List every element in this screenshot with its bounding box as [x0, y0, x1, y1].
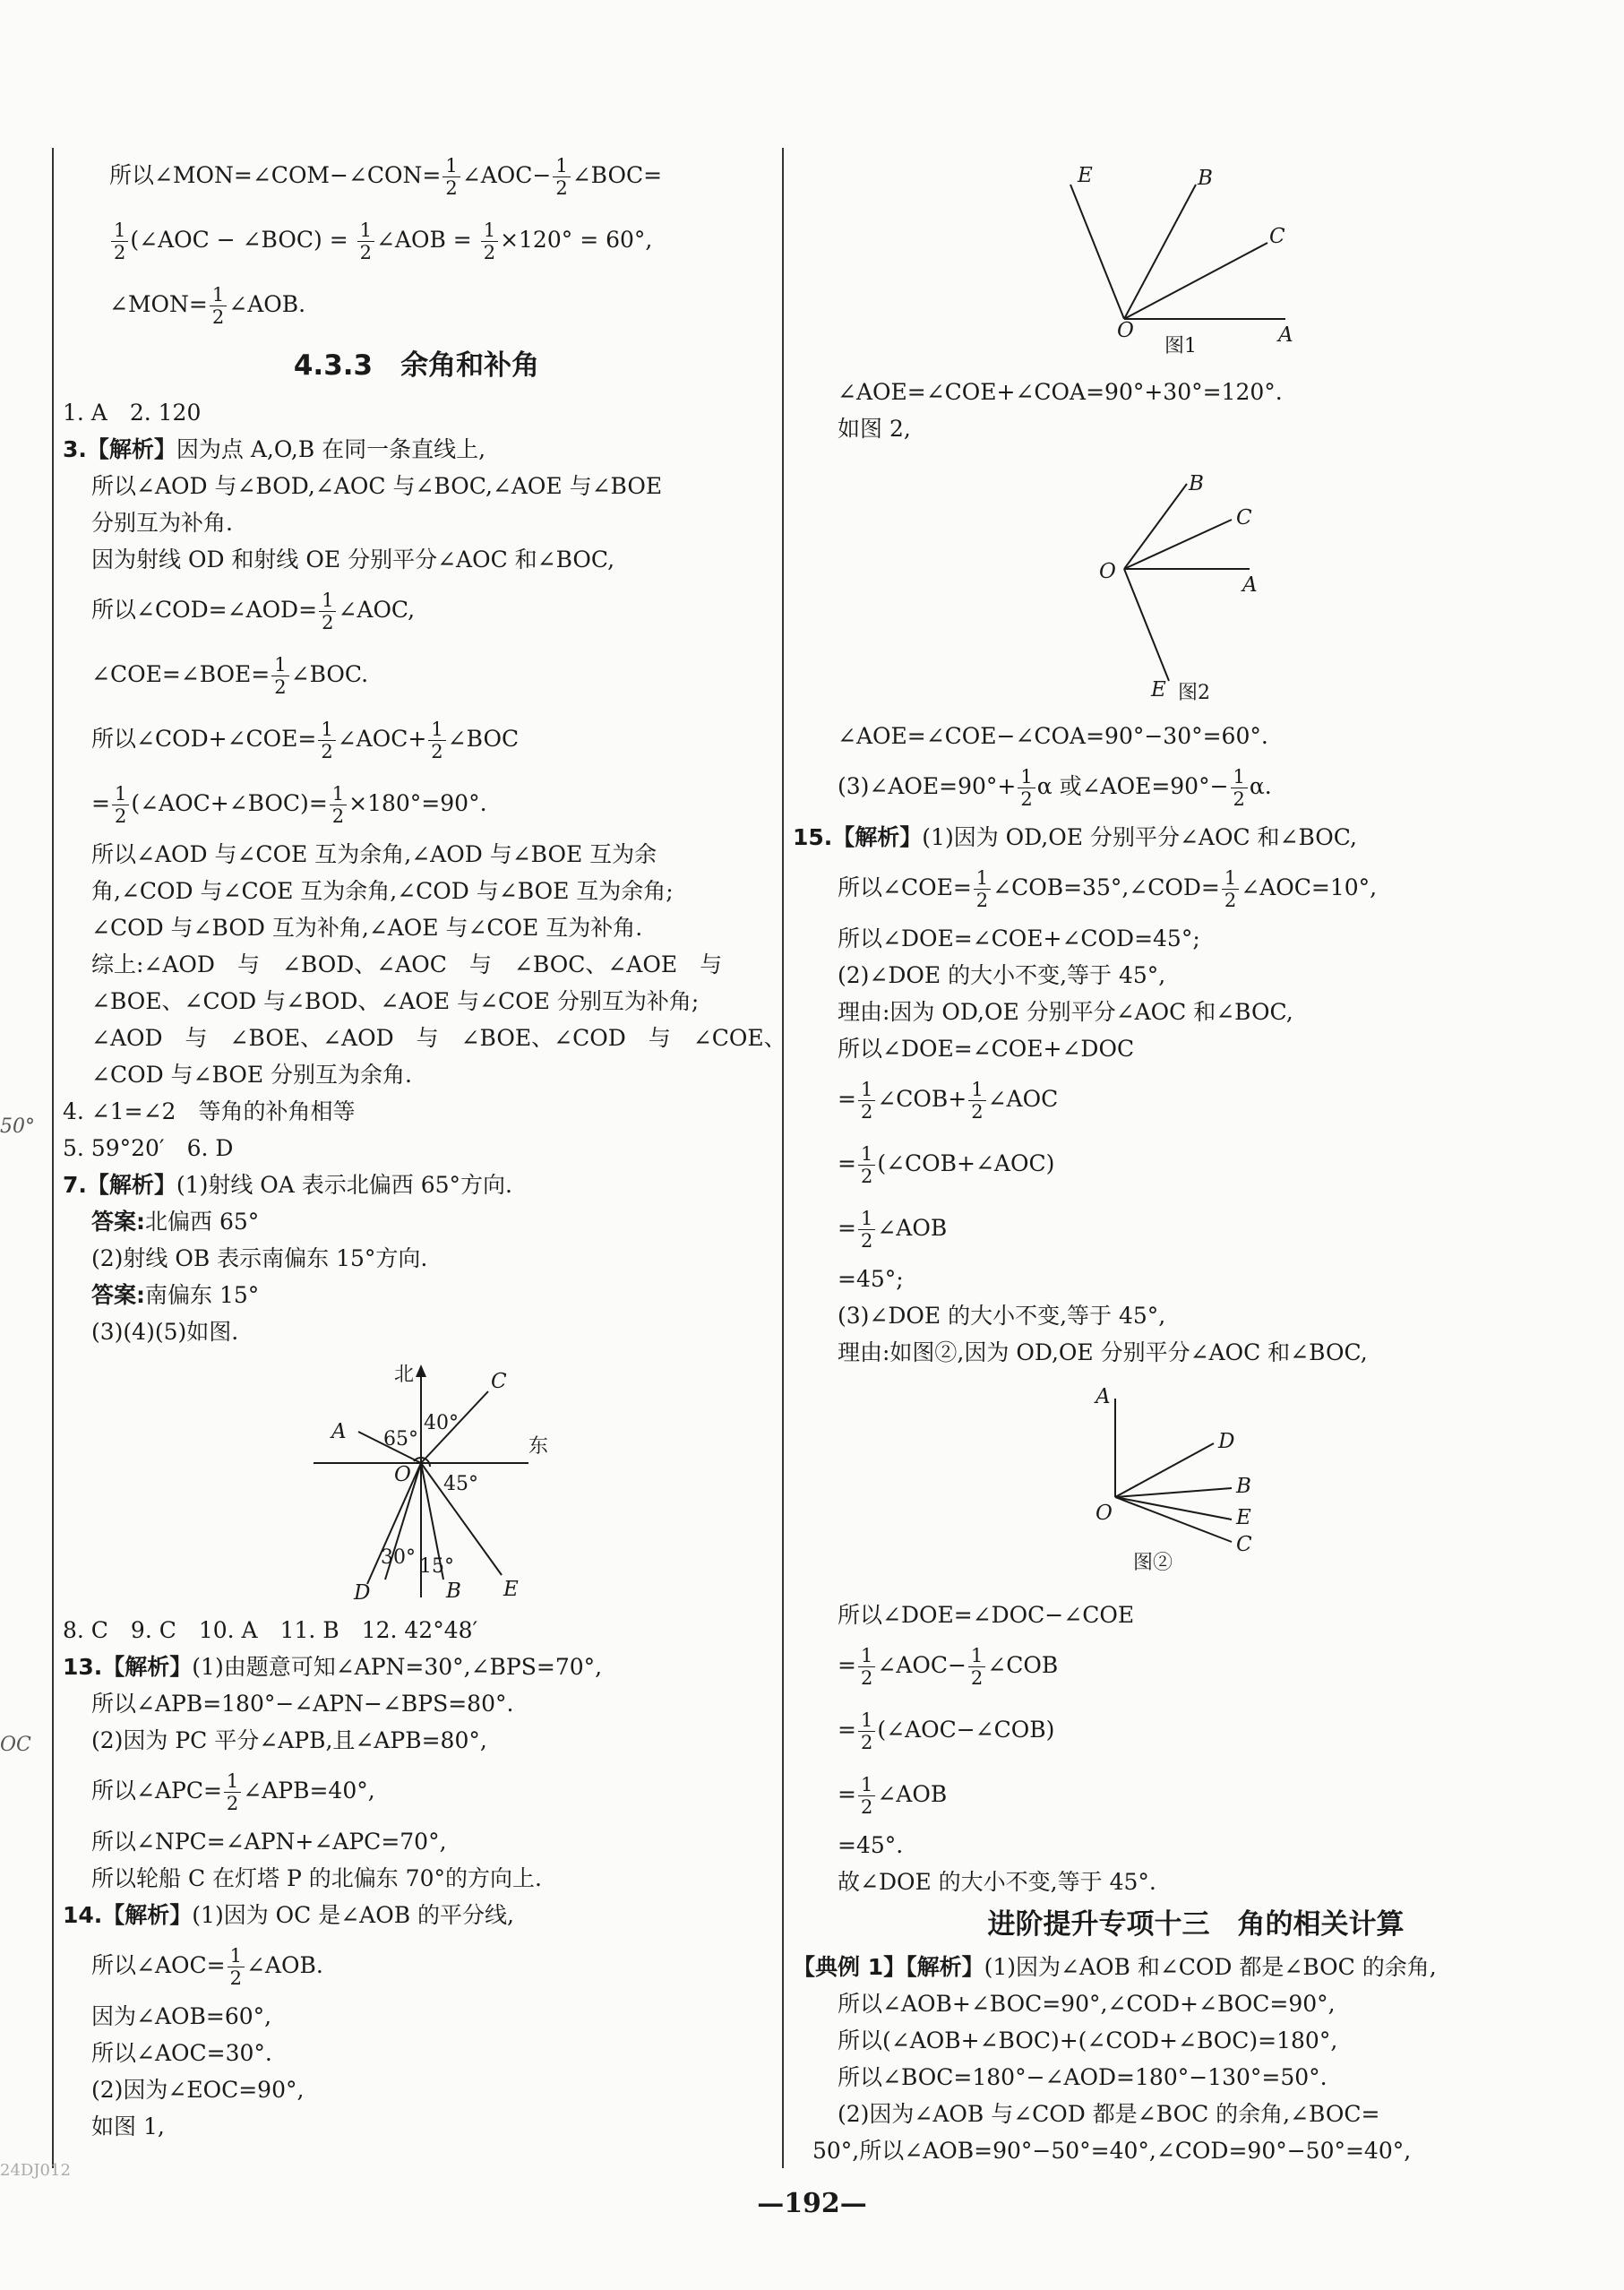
fraction: $\frac{1}{2}$ [858, 1709, 875, 1753]
fraction: $\frac{1}{2}$ [112, 783, 129, 827]
text-line: ∠COE=∠BOE= $\frac{1}{2}$ ∠BOC. [91, 654, 369, 698]
text-line: (2)因为∠AOB 与∠COD 都是∠BOC 的余角,∠BOC= [838, 2101, 1380, 2127]
fraction: $\frac{1}{2}$ [443, 155, 460, 199]
text-line: = $\frac{1}{2}$ (∠AOC+∠BOC)= $\frac{1}{2}$ ×180°=90°. [91, 783, 487, 827]
text-line: 理由:因为 OD,OE 分别平分∠AOC 和∠BOC, [838, 999, 1293, 1025]
text-line: (3)(4)(5)如图. [91, 1319, 239, 1345]
label-o: O [1099, 560, 1116, 583]
answer-line: 5. 59°20′ 6. D [63, 1135, 234, 1161]
text-line: = $\frac{1}{2}$ ∠COB+ $\frac{1}{2}$ ∠AOC [838, 1079, 1059, 1123]
text-line: = $\frac{1}{2}$ ∠AOB [838, 1774, 948, 1818]
label-40: 40° [424, 1412, 459, 1434]
text-line: 如图 2, [838, 416, 911, 442]
text-line: =45°. [838, 1832, 904, 1858]
fraction: $\frac{1}{2}$ [553, 155, 570, 199]
text-line: 所以∠AOB+∠BOC=90°,∠COD+∠BOC=90°, [838, 1991, 1336, 2017]
answer-line: 4. ∠1=∠2 等角的补角相等 [63, 1098, 356, 1124]
text-line: 所以∠COD=∠AOD= $\frac{1}{2}$ ∠AOC, [91, 590, 416, 633]
label-d: D [1218, 1430, 1235, 1453]
text-line: 所以∠AOC= $\frac{1}{2}$ ∠AOB. [91, 1945, 323, 1989]
fraction: $\frac{1}{2}$ [319, 590, 336, 633]
label-45: 45° [443, 1473, 478, 1495]
fraction: $\frac{1}{2}$ [224, 1770, 241, 1814]
text-line: 如图 1, [91, 2114, 165, 2139]
label-30: 30° [381, 1546, 416, 1569]
label-b: B [446, 1580, 461, 1603]
text-line: 故∠DOE 的大小不变,等于 45°. [838, 1869, 1156, 1895]
label-b: B [1236, 1475, 1251, 1498]
text-line: 所以∠AOD 与∠COE 互为余角,∠AOD 与∠BOE 互为余 [91, 841, 657, 867]
fraction: $\frac{1}{2}$ [228, 1945, 245, 1989]
label-c: C [491, 1370, 507, 1393]
text-line: 50°,所以∠AOB=90°−50°=40°,∠COD=90°−50°=40°, [812, 2138, 1412, 2164]
label-65: 65° [383, 1428, 418, 1451]
fraction: $\frac{1}{2}$ [210, 284, 227, 328]
text-line: (2)因为 PC 平分∠APB,且∠APB=80°, [91, 1727, 487, 1753]
label-b: B [1198, 167, 1213, 190]
fraction: $\frac{1}{2}$ [111, 220, 128, 263]
text-line: (2)射线 OB 表示南偏东 15°方向. [91, 1245, 428, 1271]
label-east: 东 [528, 1435, 549, 1458]
question-13: 13.【解析】(1)由题意可知∠APN=30°,∠BPS=70°, [63, 1654, 603, 1680]
text-line: 所以∠BOC=180°−∠AOD=180°−130°=50°. [838, 2064, 1328, 2090]
label-o: O [1117, 319, 1134, 342]
answer-line: 8. C 9. C 10. A 11. B 12. 42°48′ [63, 1617, 478, 1643]
figure-3 [838, 1376, 1554, 1591]
label-o: O [1096, 1502, 1113, 1525]
text-line: (2)因为∠EOC=90°, [91, 2077, 305, 2103]
label-e: E [1078, 164, 1093, 187]
text-line: 所以∠APB=180°−∠APN−∠BPS=80°. [91, 1691, 514, 1717]
center-column-rule [782, 148, 784, 2168]
text-line: 所以∠AOC=30°. [91, 2040, 272, 2066]
compass-figure [63, 1356, 770, 1606]
text-line: 所以∠NPC=∠APN+∠APC=70°, [91, 1829, 447, 1855]
label-15: 15° [419, 1555, 454, 1578]
margin-mark: 24DJ012 [0, 2161, 71, 2180]
figure-caption: 图1 [1164, 335, 1197, 357]
text-line: 所以∠MON=∠COM−∠CON= $\frac{1}{2}$ ∠AOC− $\frac{1}{2}$ ∠BOC= [109, 155, 663, 199]
fraction: $\frac{1}{2}$ [858, 1079, 875, 1123]
label-c: C [1269, 225, 1285, 248]
label-e: E [503, 1578, 519, 1601]
text-line: ∠COD 与∠BOD 互为补角,∠AOE 与∠COE 互为补角. [91, 915, 643, 941]
text-line: ∠COD 与∠BOE 分别互为余角. [91, 1062, 412, 1088]
answer-line: 1. A 2. 120 [63, 400, 202, 426]
text-line: 所以∠DOE=∠COE+∠COD=45°; [838, 925, 1200, 951]
label-c: C [1236, 506, 1252, 529]
fraction: $\frac{1}{2}$ [1222, 867, 1239, 911]
question-3: 3.【解析】因为点 A,O,B 在同一条直线上, [63, 436, 486, 462]
text-line: $\frac{1}{2}$ (∠AOC − ∠BOC) = $\frac{1}{2}$ ∠AOB = $\frac{1}{2}$ ×120° = 60°, [63, 208, 770, 272]
text-line: = $\frac{1}{2}$ ∠AOC− $\frac{1}{2}$ ∠COB [838, 1645, 1059, 1689]
section-title: 进阶提升专项十三 角的相关计算 [987, 1908, 1405, 1941]
text-line: 所以∠AOD 与∠BOD,∠AOC 与∠BOC,∠AOE 与∠BOE [91, 473, 663, 499]
question-14: 14.【解析】(1)因为 OC 是∠AOB 的平分线, [63, 1902, 514, 1928]
label-b: B [1189, 472, 1204, 495]
text-line: 分别互为补角. [91, 510, 233, 536]
text-line: 所以(∠AOB+∠BOC)+(∠COD+∠BOC)=180°, [838, 2027, 1338, 2053]
text-line: 角,∠COD 与∠COE 互为余角,∠COD 与∠BOE 互为余角; [91, 878, 674, 904]
label-o: O [394, 1463, 411, 1486]
text-line: 因为∠AOB=60°, [91, 2003, 272, 2029]
figure-caption: 图② [1133, 1552, 1173, 1574]
text-line: = $\frac{1}{2}$ (∠COB+∠AOC) [838, 1143, 1055, 1187]
text-line: ∠BOE、∠COD 与∠BOD、∠AOE 与∠COE 分别互为补角; [91, 988, 700, 1014]
fraction: $\frac{1}{2}$ [858, 1143, 875, 1187]
figure-2 [838, 452, 1554, 712]
text-line: 理由:如图②,因为 OD,OE 分别平分∠AOC 和∠BOC, [838, 1339, 1368, 1365]
label-e: E [1236, 1506, 1251, 1529]
answer-line: 答案:南偏东 15° [91, 1282, 260, 1308]
fraction: $\frac{1}{2}$ [357, 220, 374, 263]
text-line: 综上:∠AOD 与 ∠BOD、∠AOC 与 ∠BOC、∠AOE 与 [91, 951, 723, 977]
fraction: $\frac{1}{2}$ [858, 1208, 875, 1252]
text-line: 所以∠COE= $\frac{1}{2}$ ∠COB=35°,∠COD= $\frac{1}{2}$ ∠AOC=10°, [838, 867, 1378, 911]
text-line: ∠MON= $\frac{1}{2}$ ∠AOB. [109, 284, 306, 328]
text-line: (2)∠DOE 的大小不变,等于 45°, [838, 962, 1166, 988]
answer-line: 答案:北偏西 65° [91, 1209, 260, 1235]
figure-caption: 图2 [1178, 682, 1210, 704]
left-column-rule [52, 148, 54, 2168]
fraction: $\frac{1}{2}$ [1231, 766, 1248, 810]
fraction: $\frac{1}{2}$ [271, 654, 288, 698]
label-a: A [1096, 1385, 1111, 1408]
text-line: ∠AOD 与 ∠BOE、∠AOD 与 ∠BOE、∠COD 与 ∠COE、 [91, 1025, 786, 1051]
fraction: $\frac{1}{2}$ [858, 1645, 875, 1689]
text-line: 所以轮船 C 在灯塔 P 的北偏东 70°的方向上. [91, 1865, 542, 1891]
section-title: 4.3.3 余角和补角 [293, 349, 540, 382]
text-line: ∠AOE=∠COE+∠COA=90°+30°=120°. [838, 379, 1283, 405]
text-line: 所以∠COD+∠COE= $\frac{1}{2}$ ∠AOC+ $\frac{1}{2}$ ∠BOC [91, 719, 520, 762]
text-line: 所以∠DOE=∠COE+∠DOC [838, 1036, 1135, 1062]
example-1: 【典例 1】【解析】(1)因为∠AOB 和∠COD 都是∠BOC 的余角, [793, 1954, 1437, 1980]
right-column [793, 148, 1554, 2169]
fraction: $\frac{1}{2}$ [330, 783, 347, 827]
label-a: A [1242, 573, 1258, 597]
text-line: =45°; [838, 1266, 904, 1292]
fraction: $\frac{1}{2}$ [428, 719, 445, 762]
page-number: —192— [757, 2188, 867, 2219]
north-arrow [416, 1365, 426, 1377]
label-c: C [1236, 1533, 1252, 1556]
left-column [63, 143, 786, 2145]
text-line: = $\frac{1}{2}$ ∠AOB [838, 1208, 948, 1252]
text-line: ∠AOE=∠COE−∠COA=90°−30°=60°. [838, 723, 1268, 749]
label-d: D [354, 1581, 371, 1605]
label-a: A [331, 1420, 347, 1443]
fraction: $\frac{1}{2}$ [481, 220, 498, 263]
fraction: $\frac{1}{2}$ [318, 719, 335, 762]
fraction: $\frac{1}{2}$ [1018, 766, 1035, 810]
text-line: 所以∠DOE=∠DOC−∠COE [838, 1602, 1135, 1628]
margin-mark: OC [0, 1734, 31, 1756]
text-line: 因为射线 OD 和射线 OE 分别平分∠AOC 和∠BOC, [91, 547, 615, 572]
text-line: (3)∠DOE 的大小不变,等于 45°, [838, 1303, 1166, 1329]
label-e: E [1151, 678, 1166, 702]
margin-mark: 50° [0, 1115, 35, 1138]
question-15: 15.【解析】(1)因为 OD,OE 分别平分∠AOC 和∠BOC, [793, 824, 1357, 850]
label-a: A [1278, 323, 1293, 347]
text-line: (3)∠AOE=90°+ $\frac{1}{2}$ α 或∠AOE=90°− $\frac{1}{2}$ α. [838, 766, 1272, 810]
question-7: 7.【解析】(1)射线 OA 表示北偏西 65°方向. [63, 1172, 512, 1198]
text-line: = $\frac{1}{2}$ (∠AOC−∠COB) [838, 1709, 1055, 1753]
fraction: $\frac{1}{2}$ [974, 867, 991, 911]
label-north: 北 [394, 1364, 415, 1386]
fraction: $\frac{1}{2}$ [968, 1645, 985, 1689]
figure-1 [838, 153, 1554, 368]
fraction: $\frac{1}{2}$ [968, 1079, 985, 1123]
fraction: $\frac{1}{2}$ [858, 1774, 875, 1818]
text-line: 所以∠APC= $\frac{1}{2}$ ∠APB=40°, [91, 1770, 375, 1814]
